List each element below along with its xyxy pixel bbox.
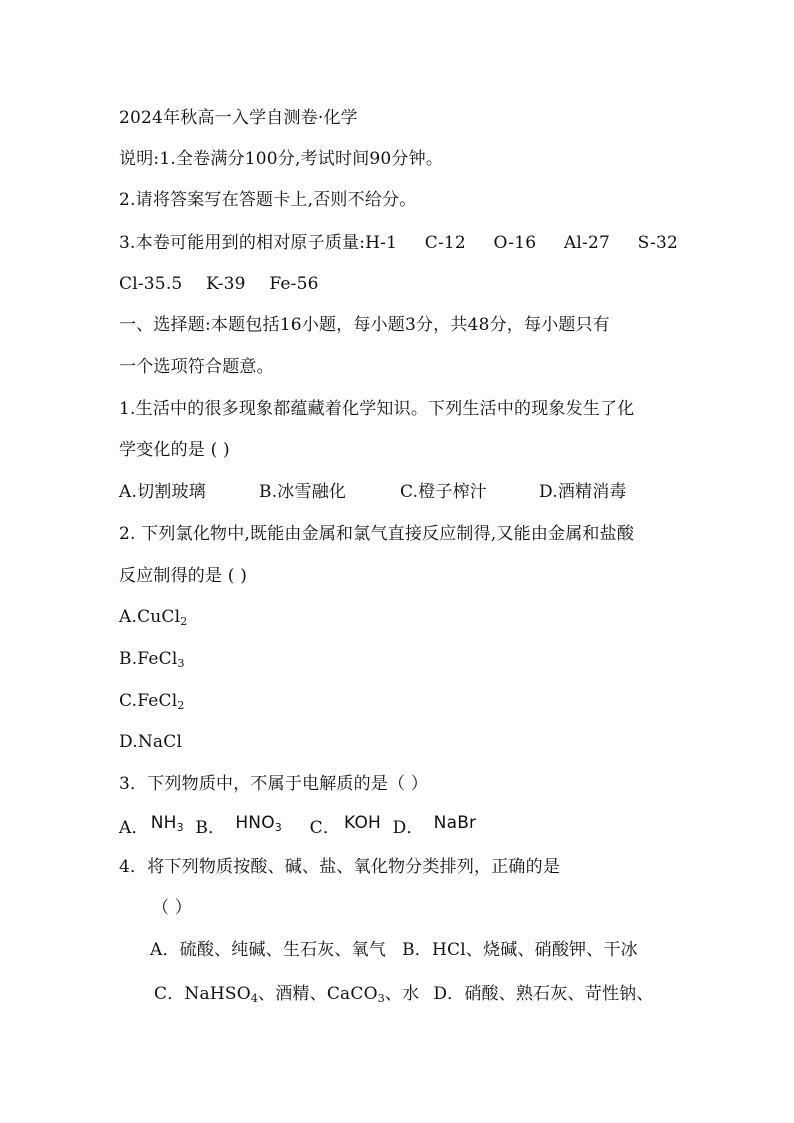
- exam-title: 2024年秋高一入学自测卷·化学: [119, 108, 358, 128]
- q1-option-d[interactable]: D.酒精消毒: [539, 482, 627, 502]
- note-3: [119, 232, 678, 254]
- q3-option-b[interactable]: [195, 813, 282, 838]
- q2-option-c-text: C.FeCl: [119, 691, 178, 711]
- q3-option-a[interactable]: [119, 813, 184, 838]
- question-2-stem-cont: 反应制得的是 ( ): [119, 566, 248, 586]
- q2-option-c-sub: 2: [177, 699, 185, 712]
- q2-option-a-text: A.CuCl: [119, 607, 181, 627]
- q1-option-c[interactable]: C.橙子榨汁: [400, 482, 488, 502]
- note-3-continued: [119, 273, 319, 295]
- mass-al: Al-27: [563, 233, 610, 253]
- mass-o: O-16: [493, 233, 537, 253]
- question-1-stem: 1.生活中的很多现象都蕴藏着化学知识。下列生活中的现象发生了化: [119, 399, 635, 419]
- mass-c: C-12: [424, 233, 466, 253]
- q3-option-d[interactable]: [392, 813, 477, 838]
- q2-option-a[interactable]: [119, 606, 187, 628]
- note-2: 2.请将答案写在答题卡上,否则不给分。: [119, 190, 417, 210]
- q3-option-c-formula: KOH: [344, 813, 382, 833]
- question-3-stem: 3．下列物质中，不属于电解质的是（ ）: [119, 774, 429, 794]
- question-2-stem: 2. 下列氯化物中,既能由金属和氯气直接反应制得,又能由金属和盐酸: [119, 524, 635, 544]
- mass-cl: Cl-35.5: [119, 274, 183, 294]
- section-1-heading-cont: 一个选项符合题意。: [119, 357, 274, 377]
- q3-option-c[interactable]: [309, 813, 382, 838]
- question-4-options-ab: [150, 939, 638, 961]
- q2-option-b[interactable]: [119, 648, 185, 670]
- q2-option-c[interactable]: [119, 690, 185, 712]
- q3-option-b-formula: $HNO_3$: [235, 813, 282, 834]
- note-1: 说明:1.全卷满分100分,考试时间90分钟。: [119, 149, 444, 169]
- mass-k: K-39: [206, 274, 246, 294]
- q4-option-a[interactable]: A．硫酸、纯碱、生石灰、氧气: [150, 940, 387, 960]
- question-4-paren: （ ）: [152, 898, 193, 918]
- q3-option-a-label: A．: [119, 818, 149, 838]
- section-1-heading: 一、选择题:本题包括16小题，每小题3分，共48分，每小题只有: [119, 315, 611, 335]
- q3-option-b-label: B．: [195, 818, 226, 838]
- q1-option-a[interactable]: A.切割玻璃: [119, 482, 206, 502]
- q3-option-c-label: C．: [309, 818, 341, 838]
- question-4-stem: 4．将下列物质按酸、碱、盐、氧化物分类排列，正确的是: [119, 857, 561, 877]
- q3-option-d-formula: NaBr: [433, 813, 477, 833]
- mass-fe: Fe-56: [269, 274, 319, 294]
- q2-option-b-text: B.FeCl: [119, 649, 178, 669]
- q3-option-a-formula: $NH_3$: [150, 813, 184, 834]
- q4-option-b[interactable]: B．HCl、烧碱、硝酸钾、干冰: [402, 940, 638, 960]
- question-1-options: [119, 481, 627, 503]
- q4-option-c[interactable]: C．NaHSO$_4$、酒精、CaCO$_3$、水: [154, 984, 420, 1005]
- mass-s: S-32: [637, 233, 679, 253]
- q2-option-d[interactable]: D.NaCl: [119, 732, 183, 752]
- note-3-text: 3.本卷可能用到的相对原子质量:H-1: [119, 233, 398, 253]
- q2-option-b-sub: 3: [177, 657, 185, 670]
- question-1-stem-cont: 学变化的是 ( ): [119, 440, 230, 460]
- question-4-options-cd: [154, 983, 654, 1005]
- q3-option-d-label: D．: [392, 818, 424, 838]
- question-3-options: [119, 813, 477, 839]
- q2-option-a-sub: 2: [180, 615, 188, 628]
- q4-option-d[interactable]: D．硝酸、熟石灰、苛性钠、: [433, 984, 654, 1004]
- q1-option-b[interactable]: B.冰雪融化: [259, 482, 347, 502]
